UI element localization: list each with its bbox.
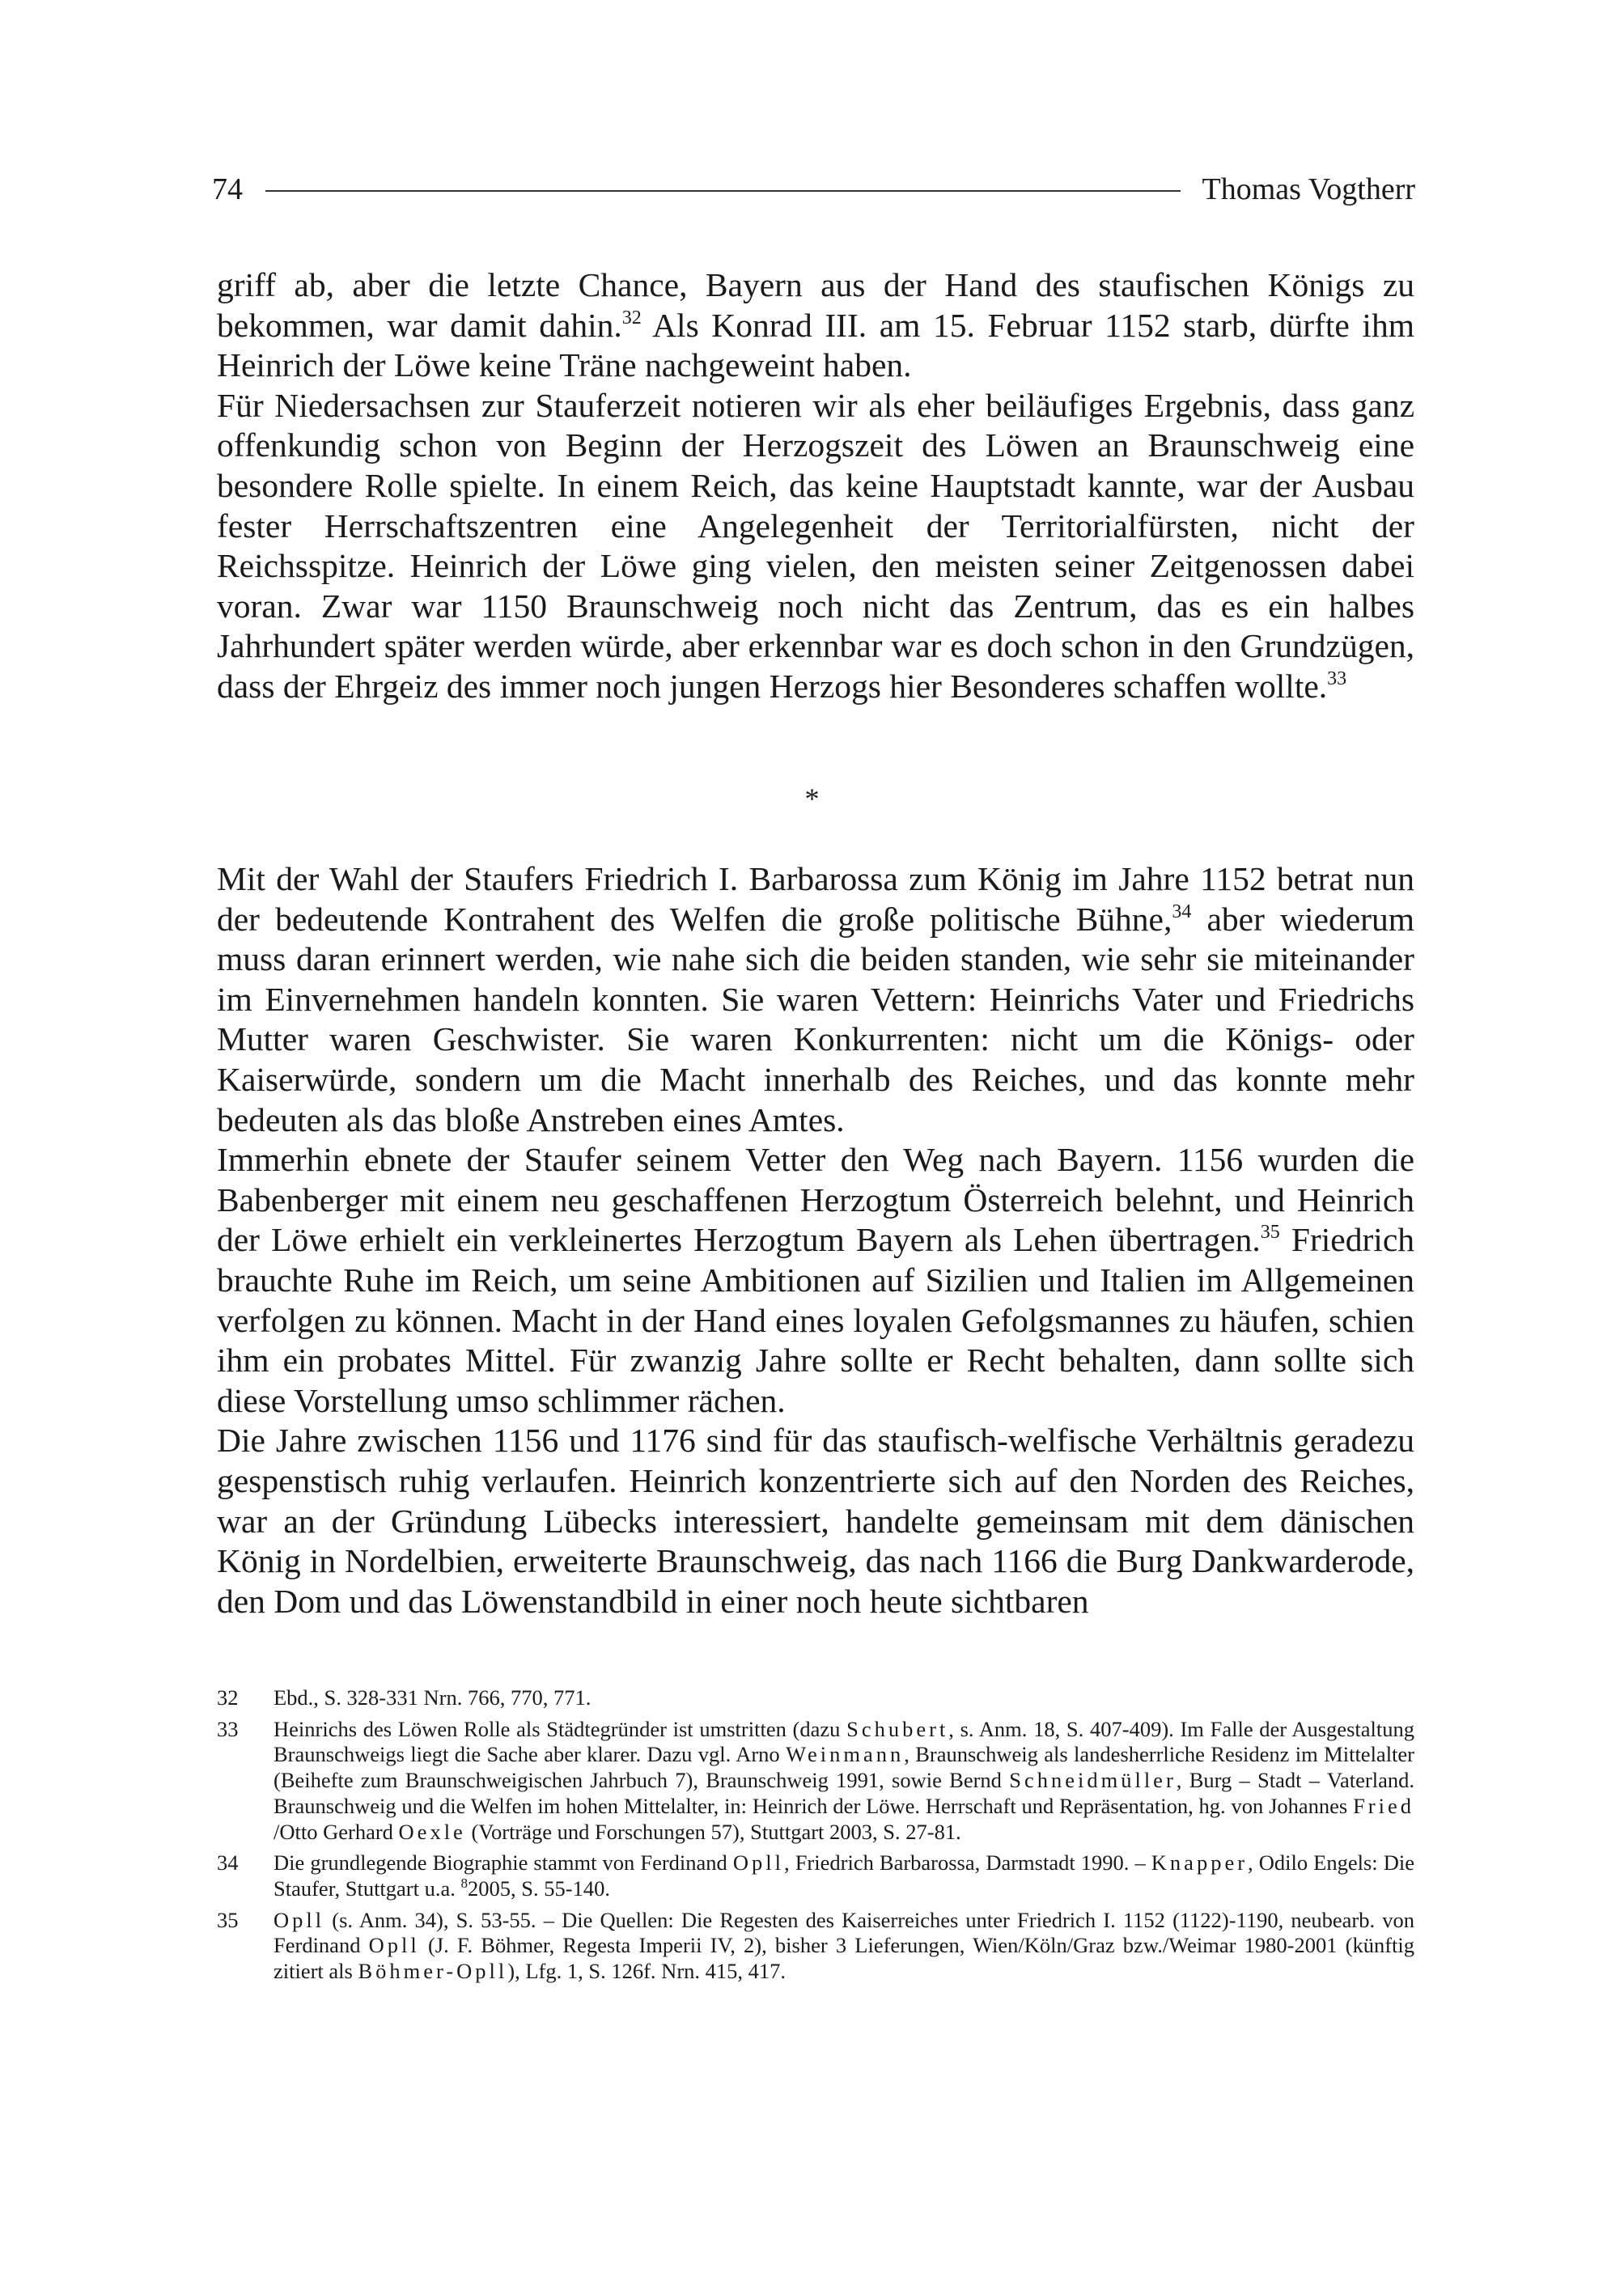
footnote-34 xyxy=(217,1850,1414,1901)
footnote-text: Ebd., S. 328-331 Nrn. 766, 770, 771. xyxy=(273,1685,592,1710)
footnotes xyxy=(217,1685,1414,1990)
author-name: Oexle xyxy=(398,1819,466,1844)
page-number: 74 xyxy=(212,172,243,206)
body-text-block-1 xyxy=(217,265,1414,707)
footnote-number: 33 xyxy=(217,1716,239,1741)
footnote-text: Die grundlegende Biographie stammt von Ferdinand Opll, Friedrich Barbarossa, Darmstadt 1990. – Knapper, Odilo Engels: Die Staufer, Stuttgart u.a. $^8$2005, S. 55-140. xyxy=(273,1850,1414,1901)
author-name: Opll xyxy=(273,1907,325,1932)
footnote-32 xyxy=(217,1685,1414,1711)
footnote-35 xyxy=(217,1908,1414,1985)
paragraph: Die Jahre zwischen 1156 und 1176 sind für das staufisch-welfische Verhältnis geradezu gespenstisch ruhig verlaufen. Heinrich konzentrierte sich auf den Norden des Reiches, war an der Gründung Lübecks interessiert, handelte gemeinsam mit dem dänischen König in Nordelbien, erweiterte Braunschweig, das nach 1166 die Burg Dankwarderode, den Dom und das Löwenstandbild in einer noch heute sichtbaren xyxy=(217,1422,1414,1620)
footnote-ref-34[interactable]: 34 xyxy=(1172,901,1192,922)
footnote-ref-35[interactable]: 35 xyxy=(1260,1222,1280,1244)
body-text-block-2 xyxy=(217,859,1414,1621)
author-name: Opll xyxy=(368,1933,420,1958)
paragraph: griff ab, aber die letzte Chance, Bayern aus der Hand des staufischen Königs zu bekommen, war damit dahin.$^{32}$ Als Konrad III. am 15. Februar 1152 starb, dürfte ihm Heinrich der Löwe keine Träne nachgeweint haben. xyxy=(217,266,1414,384)
footnote-33 xyxy=(217,1717,1414,1846)
footnote-text: Heinrichs des Löwen Rolle als Städtegründer ist umstritten (dazu Schubert, s. Anm. 18, S. 407-409). Im Falle der Ausgestaltung Braunschweigs liegt die Sache aber klarer. Dazu vgl. Arno Weinmann, Braunschweig als landesherrliche Residenz im Mittelalter (Beihefte zum Braunschweigischen Jahrbuch 7), Braunschweig 1991, sowie Bernd Schneidmüller, Burg – Stadt – Vaterland. Braunschweig und die Welfen im hohen Mittelalter, in: Heinrich der Löwe. Herrschaft und Repräsentation, hg. von Johannes Fried /Otto Gerhard Oexle (Vorträge und Forschungen 57), Stuttgart 2003, S. 27-81. xyxy=(273,1716,1415,1844)
author-name: Böhmer-Opll xyxy=(358,1959,508,1984)
edition-superscript: 8 xyxy=(460,1875,468,1891)
paragraph: Immerhin ebnete der Staufer seinem Vetter den Weg nach Bayern. 1156 wurden die Babenberger mit einem neu geschaffenen Herzogtum Österreich belehnt, und Heinrich der Löwe erhielt ein verkleinertes Herzogtum Bayern als Lehen übertragen.$^{35}$ Friedrich brauchte Ruhe im Reich, um seine Ambitionen auf Sizilien und Italien im Allgemeinen verfolgen zu können. Macht in der Hand eines loyalen Gefolgsmannes zu häufen, schien ihm ein probates Mittel. Für zwanzig Jahre sollte er Recht behalten, dann sollte sich diese Vorstellung umso schlimmer rächen. xyxy=(217,1141,1414,1419)
footnote-number: 34 xyxy=(217,1850,239,1876)
running-author: Thomas Vogtherr xyxy=(1202,172,1415,206)
author-name: Schneidmüller xyxy=(1009,1768,1177,1793)
section-separator: * xyxy=(804,782,820,815)
author-name: Opll xyxy=(732,1850,784,1876)
paragraph: Für Niedersachsen zur Stauferzeit notieren wir als eher beiläufiges Ergebnis, dass ganz offenkundig schon von Beginn der Herzogszeit des Löwen an Braunschweig eine besondere Rolle spielte. In einem Reich, das keine Hauptstadt kannte, war der Ausbau fester Herrschaftszentren eine Angelegenheit der Territorialfürsten, nicht der Reichsspitze. Heinrich der Löwe ging vielen, den meisten seiner Zeitgenossen dabei voran. Zwar war 1150 Braunschweig noch nicht das Zentrum, das es ein halbes Jahrhundert später werden würde, aber erkennbar war es doch schon in den Grundzügen, dass der Ehrgeiz des immer noch jungen Herzogs hier Besonderes schaffen wollte.$^{33}$ xyxy=(217,386,1414,705)
footnote-number: 32 xyxy=(217,1685,239,1710)
footnote-ref-32[interactable]: 32 xyxy=(621,307,642,328)
author-name: Weinmann xyxy=(786,1742,905,1767)
author-name: Fried xyxy=(1353,1793,1414,1818)
footnote-ref-33[interactable]: 33 xyxy=(1327,668,1347,689)
paragraph: Mit der Wahl der Staufers Friedrich I. Barbarossa zum König im Jahre 1152 betrat nun der bedeutende Kontrahent des Welfen die große politische Bühne,$^{34}$ aber wiederum muss daran erinnert werden, wie nahe sich die beiden standen, wie sehr sie miteinander im Einvernehmen handeln konnten. Sie waren Vettern: Heinrichs Vater und Friedrichs Mutter waren Geschwister. Sie waren Konkurrenten: nicht um die Königs- oder Kaiserwürde, sondern um die Macht innerhalb des Reiches, und das konnte mehr bedeuten als das bloße Anstreben eines Amtes. xyxy=(217,860,1414,1138)
author-name: Knapper xyxy=(1151,1850,1249,1876)
running-header xyxy=(212,167,1415,211)
author-name: Schubert xyxy=(846,1716,949,1741)
footnote-number: 35 xyxy=(217,1907,239,1932)
header-rule xyxy=(265,190,1181,192)
footnote-text: Opll (s. Anm. 34), S. 53-55. – Die Quellen: Die Regesten des Kaiserreiches unter Friedrich I. 1152 (1122)-1190, neubearb. von Ferdinand Opll (J. F. Böhmer, Regesta Imperii IV, 2), bisher 3 Lieferungen, Wien/Köln/Graz bzw./Weimar 1980-2001 (künftig zitiert als Böhmer-Opll), Lfg. 1, S. 126f. Nrn. 415, 417. xyxy=(273,1907,1414,1984)
